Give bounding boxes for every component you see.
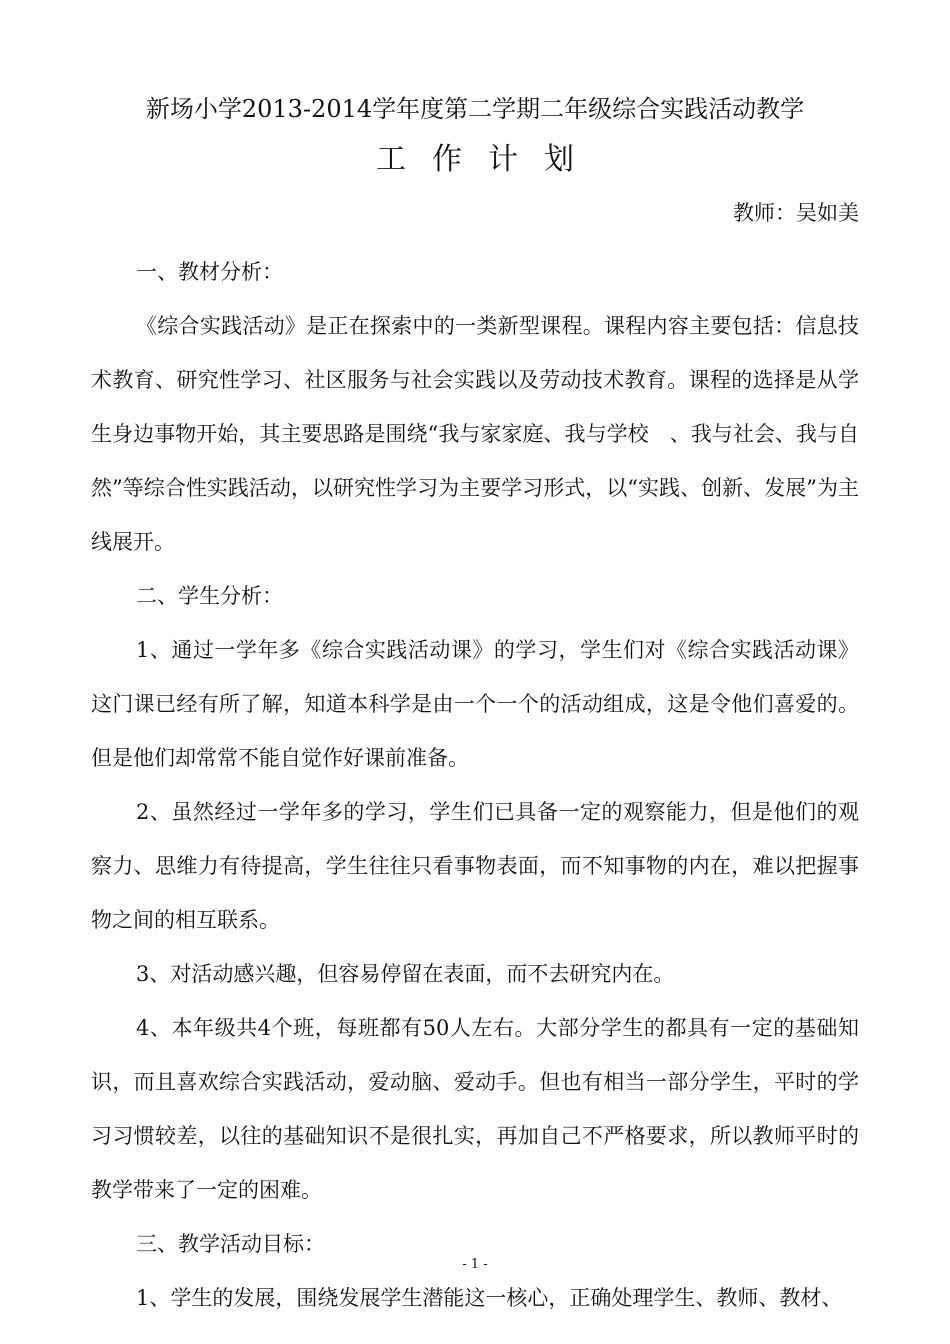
page-number: - 1 -: [462, 1257, 488, 1272]
paragraph-student-point-2: 2、虽然经过一学年多的学习，学生们已具备一定的观察能力，但是他们的观察力、思维力有待提高，学生往往只看事物表面，而不知事物的内在，难以把握事物之间的相互联系。: [91, 800, 859, 932]
document-title: 新场小学2013-2014学年度第二学期二年级综合实践活动教学: [145, 95, 805, 123]
paragraph-student-point-3: 3、对活动感兴趣，但容易停留在表面，而不去研究内在。: [136, 962, 675, 986]
document-subtitle: 工作计划: [376, 142, 600, 177]
paragraph-student-point-4: 4、本年级共4个班，每班都有50人左右。大部分学生的都具有一定的基础知识，而且喜欢综合实践活动，爱动脑、爱动手。但也有相当一部分学生，平时的学习习惯较差，以往的基础知识不是很扎实，再加自己不严格要求，所以教师平时的教学带来了一定的困难。: [91, 1016, 859, 1202]
paragraph-materials-analysis: 《综合实践活动》是正在探索中的一类新型课程。课程内容主要包括：信息技术教育、研究性学习、社区服务与社会实践以及劳动技术教育。课程的选择是从学生身边事物开始，其主要思路是围绕“我与家家庭、我与学校 、我与社会、我与自然”等综合性实践活动，以研究性学习为主要学习形式，以“实践、创新、发展”为主线展开。: [91, 314, 859, 554]
section-heading-materials: 一、教材分析：: [136, 260, 283, 284]
document-body: [91, 245, 859, 1325]
paragraph-student-point-1: 1、通过一学年多《综合实践活动课》的学习，学生们对《综合实践活动课》这门课已经有所了解，知道本科学是由一个一个的活动组成，这是令他们喜爱的。但是他们却常常不能自觉作好课前准备。: [91, 638, 859, 770]
paragraph-goal-1: 1、学生的发展，围绕发展学生潜能这一核心，正确处理学生、教师、教材、: [136, 1286, 843, 1310]
teacher-name: 教师：吴如美: [733, 201, 859, 225]
section-heading-goals: 三、教学活动目标：: [136, 1232, 325, 1256]
section-heading-students: 二、学生分析：: [136, 584, 283, 608]
